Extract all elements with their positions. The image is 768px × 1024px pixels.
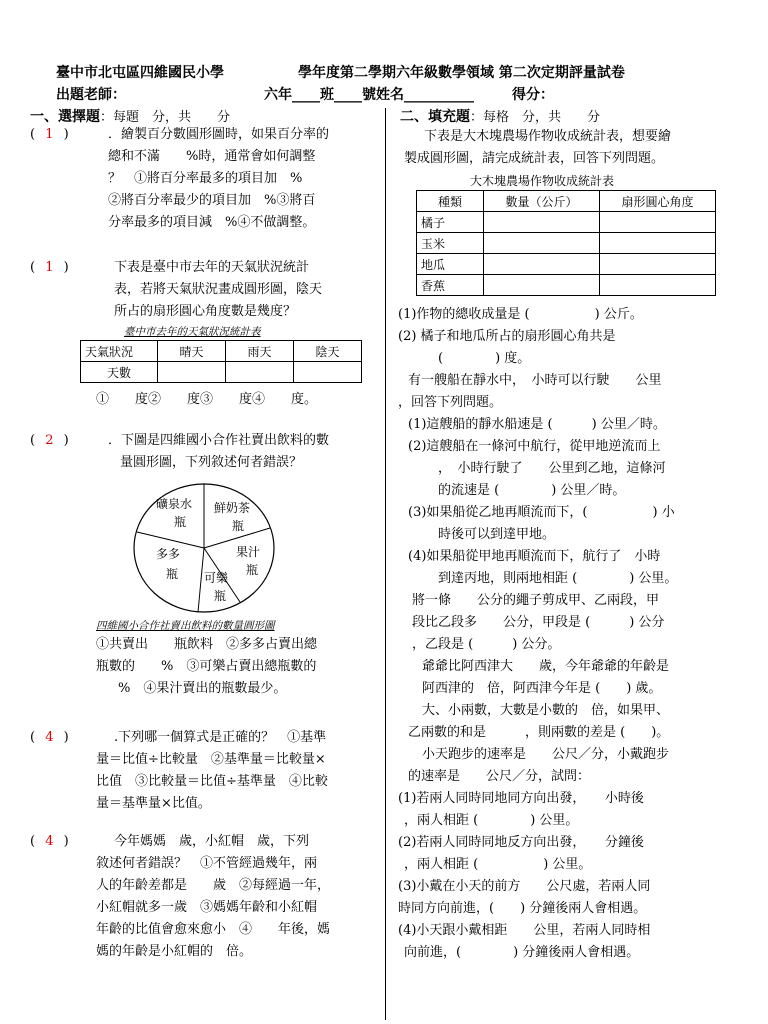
weather-header-cell: 陰天: [294, 341, 362, 362]
q2-options: ① 度② 度③ 度④ 度。: [96, 392, 318, 407]
farm-cell: [484, 275, 600, 296]
pie-label-cola-unit: 瓶: [214, 589, 227, 603]
q2-line: 下表是臺中市去年的天氣狀況統計: [114, 260, 310, 275]
q4-paren-close: ): [63, 730, 69, 745]
q1-answer: 1: [45, 127, 54, 142]
farm-header-cell: 扇形圓心角度: [600, 191, 716, 212]
q2-line: 表，若將天氣狀況畫成圓形圖，陰天: [114, 282, 323, 297]
q2-text: [114, 257, 322, 323]
q1-line: ．繪製百分數圓形圖時，如果百分率的: [108, 127, 330, 142]
q3-paren-close: ): [63, 433, 69, 448]
weather-cell: [158, 362, 226, 383]
pie-label-mineral: 礦泉水: [156, 497, 193, 511]
q3-option-line: % ④果汁賣出的瓶數最少。: [118, 681, 287, 696]
q4-line: 量＝基準量×比值。: [96, 796, 211, 811]
q5-line: 人的年齡差都是 歲 ②每經過一年，: [96, 878, 331, 893]
q5-line: 小紅帽就多一歲 ③媽媽年齡和小紅帽: [96, 900, 318, 915]
q3-text: [108, 430, 329, 474]
pie-label-duoduo: 多多: [156, 547, 181, 561]
pie-label-milktea-unit: 瓶: [232, 519, 245, 533]
q5-line: 今年媽媽 歲，小紅帽 歲，下列: [114, 834, 310, 849]
exam-title: 學年度第二學期六年級數學領域 第二次定期評量試卷: [298, 65, 625, 81]
q1-line: ②將百分率最少的項目加 %③將百: [108, 193, 316, 208]
q5-answer-box: [30, 834, 69, 849]
fill-line: 的速率是 公尺／分，試問：: [408, 769, 591, 784]
weather-header-cell: 雨天: [226, 341, 294, 362]
weather-row-label: 天數: [81, 362, 158, 383]
pie-label-juice-unit: 瓶: [246, 563, 259, 577]
q5-line: 年齡的比值會愈來愈小 ④ 年後，媽: [96, 922, 331, 937]
fill-line: ，兩人相距 ( ) 公里。: [404, 857, 592, 872]
q3-answer: 2: [45, 433, 54, 448]
q4-line: 量＝比值÷比較量 ②基準量＝比較量×: [96, 752, 326, 767]
q3-line: 量圓形圖，下列敘述何者錯誤？: [120, 455, 303, 470]
q1-answer-box: [30, 127, 69, 142]
q5-line: 敘述何者錯誤？ ①不管經過幾年，兩: [96, 856, 318, 871]
q1-paren-open: (: [30, 127, 36, 142]
q1-text: [108, 124, 329, 234]
fill-line: 爺爺比阿西津大 歲，今年爺爺的年齡是: [422, 659, 670, 674]
intro-line: 製成圓形圖，請完成統計表，回答下列問題。: [404, 151, 665, 166]
pie-label-milktea: 鮮奶茶: [214, 501, 251, 515]
q2-answer-box: [30, 260, 69, 275]
farm-row-label: 玉米: [417, 233, 484, 254]
q3-answer-box: [30, 433, 69, 448]
pie-label-mineral-unit: 瓶: [174, 515, 187, 529]
fill-line: (3)小戴在小天的前方 公尺處，若兩人同: [398, 879, 651, 894]
farm-cell: [484, 233, 600, 254]
fill-line: 的流速是 ( ) 公里／時。: [438, 483, 626, 498]
fill-line: 將一條 公分的繩子剪成甲、乙兩段，甲: [412, 593, 660, 608]
fill-line: ，回答下列問題。: [398, 395, 503, 410]
score-label: 得分：: [512, 87, 554, 103]
fill-line: 有一艘船在靜水中， 小時可以行駛 公里: [408, 373, 662, 388]
fill-questions: [398, 304, 677, 964]
fill-section-title: 二、填充題: [400, 109, 470, 125]
q4-answer: 4: [45, 730, 54, 745]
q3-line: ．下圖是四維國小合作社賣出飲料的數: [108, 433, 330, 448]
pie-divider: [137, 532, 204, 548]
q5-line: 媽的年齡是小紅帽的 倍。: [96, 944, 253, 959]
fill-line: (2)若兩人同時同地反方向出發， 分鐘後: [398, 835, 644, 850]
choice-section-title: 一、選擇題: [30, 109, 100, 125]
fill-line: 阿西津的 倍，阿西津今年是 ( ) 歲。: [422, 681, 662, 696]
farm-header-cell: 數量（公斤）: [484, 191, 600, 212]
q1-line: 分率最多的項目減 %④不做調整。: [108, 215, 316, 230]
fill-line: (2)這艘船在一條河中航行，從甲地逆流而上: [408, 439, 661, 454]
fill-line: (1)若兩人同時同地同方向出發， 小時後: [398, 791, 644, 806]
q3-options: [96, 634, 317, 700]
fill-line: (1)這艘船的靜水船速是 ( ) 公里／時。: [408, 417, 666, 432]
fill-line: (2) 橘子和地瓜所占的扇形圓心角共是: [398, 329, 616, 344]
q2-paren-open: (: [30, 260, 36, 275]
fill-line: 時後可以到達甲地。: [438, 527, 556, 542]
fill-line: 向前進，( ) 分鐘後兩人會相遇。: [404, 945, 640, 960]
fill-line: (3)如果船從乙地再順流而下，( ) 小: [408, 505, 675, 520]
weather-header-cell: 晴天: [158, 341, 226, 362]
fill-line: (4)如果船從甲地再順流而下，航行了 小時: [408, 549, 661, 564]
farm-row-label: 地瓜: [417, 254, 484, 275]
intro-line: 下表是大木塊農場作物收成統計表，想要繪: [424, 129, 672, 144]
q1-line: ？ ①將百分率最多的項目加 %: [108, 171, 303, 186]
farm-cell: [600, 275, 716, 296]
q4-line: 比值 ③比較量＝比值÷基準量 ④比較: [96, 774, 328, 789]
q4-answer-box: [30, 730, 69, 745]
q5-text: [96, 831, 330, 963]
weather-header-cell: 天氣狀況: [81, 341, 158, 362]
q1-line: 總和不滿 %時，通常會如何調整: [108, 149, 316, 164]
column-divider: [385, 108, 386, 1020]
farm-cell: [600, 212, 716, 233]
fill-line: 時同方向前進，( ) 分鐘後兩人會相遇。: [398, 901, 647, 916]
fill-line: ， 小時行駛了 公里到乙地，這條河: [438, 461, 666, 476]
q4-line: .下列哪一個算式是正確的？ ①基準: [114, 730, 327, 745]
farm-row-label: 橘子: [417, 212, 484, 233]
drinks-pie-chart: [128, 478, 288, 618]
weather-cell: [294, 362, 362, 383]
pie-label-duoduo-unit: 瓶: [166, 567, 179, 581]
fill-line: 大、小兩數，大數是小數的 倍，如果甲、: [422, 703, 670, 718]
class-info-line: 六年____班____號姓名__________: [264, 87, 474, 103]
pie-label-cola: 可樂: [204, 571, 229, 585]
weather-table-caption: 臺中市去年的天氣狀況統計表: [124, 326, 261, 338]
q3-option-line: ①共賣出 瓶飲料 ②多多占賣出總: [96, 637, 318, 652]
teacher-label: 出題老師：: [56, 87, 126, 103]
q2-paren-close: ): [63, 260, 69, 275]
fill-line: ，兩人相距 ( ) 公里。: [404, 813, 579, 828]
q2-line: 所占的扇形圓心角度數是幾度？: [114, 304, 297, 319]
fill-line: 小天跑步的速率是 公尺／分，小戴跑步: [422, 747, 670, 762]
left-section-heading: [30, 106, 230, 126]
farm-row-label: 香蕉: [417, 275, 484, 296]
pie-caption: 四維國小合作社賣出飲料的數量圓形圖: [96, 620, 275, 632]
q4-text: [96, 727, 328, 815]
q5-paren-close: ): [63, 834, 69, 849]
q5-paren-open: (: [30, 834, 36, 849]
school-name: 臺中市北屯區四維國民小學: [56, 65, 224, 81]
farm-intro: [404, 126, 671, 170]
farm-cell: [484, 212, 600, 233]
q4-paren-open: (: [30, 730, 36, 745]
choice-section-rule: ：每題 分，共 分: [100, 110, 231, 125]
q5-answer: 4: [45, 834, 54, 849]
q2-answer: 1: [45, 260, 54, 275]
fill-line: ，乙段是 ( ) 公分。: [412, 637, 561, 652]
fill-line: 乙兩數的和是 ，則兩數的差是 ( )。: [408, 725, 670, 740]
fill-line: (1)作物的總收成量是 ( ) 公斤。: [398, 307, 643, 322]
fill-line: 到達丙地，則兩地相距 ( ) 公里。: [438, 571, 678, 586]
fill-line: 段比乙段多 公分，甲段是 ( ) 公分: [412, 615, 665, 630]
fill-line: (4)小天跟小戴相距 公里，若兩人同時相: [398, 923, 651, 938]
weather-table: [80, 340, 362, 383]
q3-option-line: 瓶數的 % ③可樂占賣出總瓶數的: [96, 659, 317, 674]
farm-cell: [484, 254, 600, 275]
weather-cell: [226, 362, 294, 383]
farm-cell: [600, 254, 716, 275]
farm-cell: [600, 233, 716, 254]
fill-line: ( ) 度。: [438, 351, 531, 366]
q1-paren-close: ): [63, 127, 69, 142]
pie-label-juice: 果汁: [236, 545, 261, 559]
right-section-heading: [400, 106, 600, 126]
q3-paren-open: (: [30, 433, 36, 448]
farm-table-caption: 大木塊農場作物收成統計表: [470, 174, 615, 188]
fill-section-rule: ：每格 分，共 分: [470, 110, 601, 125]
farm-table: [416, 190, 716, 296]
farm-header-cell: 種類: [417, 191, 484, 212]
